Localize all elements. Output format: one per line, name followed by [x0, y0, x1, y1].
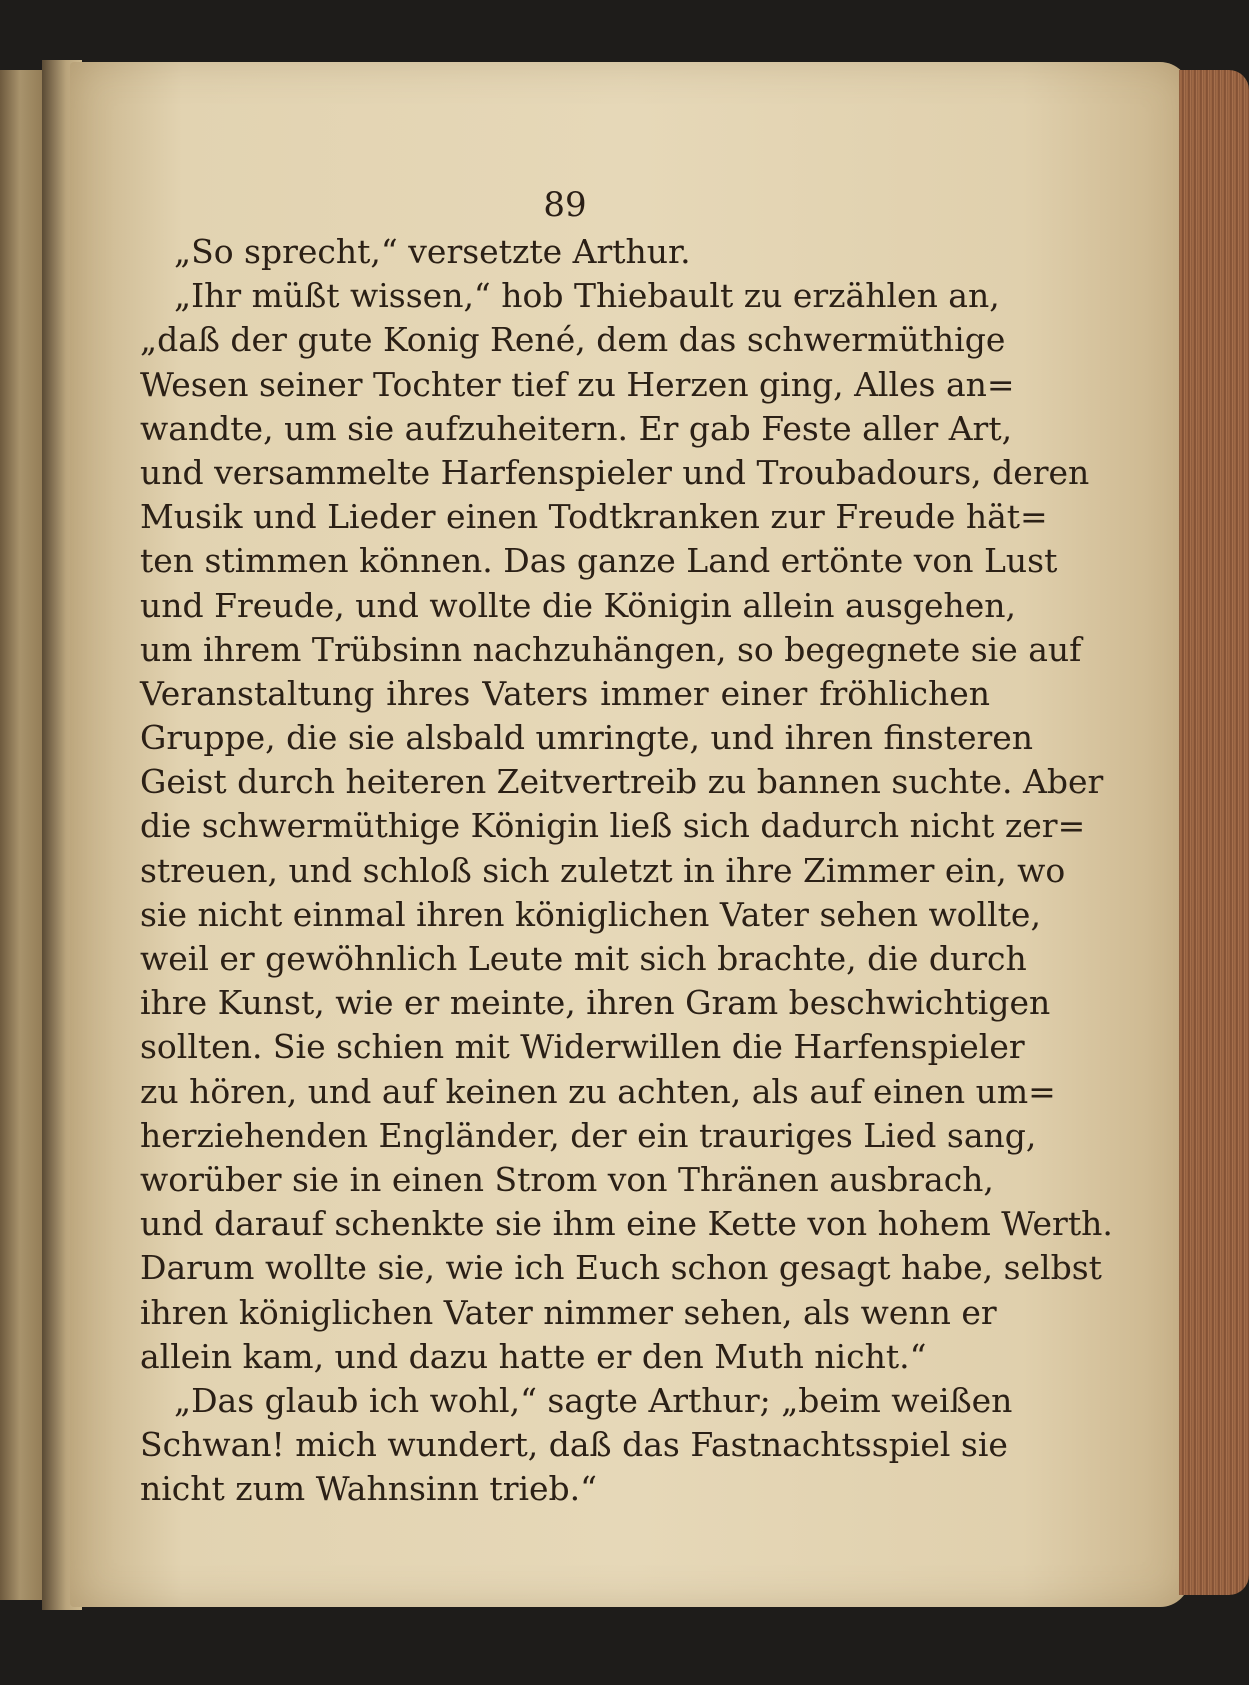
- text-line: „Ihr müßt wissen,“ hob Thiebault zu erzählen an,: [174, 276, 1000, 316]
- text-line: und versammelte Harfenspieler und Troubadours, deren: [140, 452, 1090, 492]
- text-line: Darum wollte sie, wie ich Euch schon gesagt habe, selbst: [140, 1248, 1102, 1288]
- text-line: Gruppe, die sie alsbald umringte, und ihren finsteren: [140, 718, 1034, 758]
- text-line: sollten. Sie schien mit Widerwillen die Harfenspieler: [140, 1027, 1025, 1067]
- text-line: wandte, um sie aufzuheitern. Er gab Feste aller Art,: [140, 408, 1013, 448]
- text-line: und Freude, und wollte die Königin allein ausgehen,: [140, 585, 1017, 625]
- text-line: Veranstaltung ihres Vaters immer einer fröhlichen: [140, 673, 990, 713]
- page-edges-stack: [1179, 70, 1249, 1595]
- text-line: sie nicht einmal ihren königlichen Vater sehen wollte,: [140, 894, 1041, 934]
- text-line: allein kam, und dazu hatte er den Muth nicht.“: [140, 1336, 927, 1376]
- text-line: Schwan! mich wundert, daß das Fastnachtsspiel sie: [140, 1425, 1008, 1465]
- text-line: um ihrem Trübsinn nachzuhängen, so begegnete sie auf: [140, 629, 1082, 669]
- text-line: ihre Kunst, wie er meinte, ihren Gram beschwichtigen: [140, 983, 1051, 1023]
- text-line: worüber sie in einen Strom von Thränen ausbrach,: [140, 1159, 994, 1199]
- text-line: Geist durch heiteren Zeitvertreib zu bannen suchte. Aber: [140, 762, 1104, 802]
- page-body-text: [140, 230, 1113, 1511]
- text-line: ihren königlichen Vater nimmer sehen, als wenn er: [140, 1292, 997, 1332]
- text-line: zu hören, und auf keinen zu achten, als auf einen um=: [140, 1071, 1056, 1111]
- text-line: „daß der gute Konig René, dem das schwermüthige: [140, 320, 1006, 360]
- text-line: die schwermüthige Königin ließ sich dadurch nicht zer=: [140, 806, 1086, 846]
- text-line: „So sprecht,“ versetzte Arthur.: [174, 232, 691, 271]
- text-line: ten stimmen können. Das ganze Land ertönte von Lust: [140, 541, 1058, 581]
- page-number: 89: [543, 185, 587, 225]
- text-line: herziehenden Engländer, der ein trauriges Lied sang,: [140, 1115, 1037, 1155]
- text-line: nicht zum Wahnsinn trieb.“: [140, 1469, 598, 1509]
- text-line: streuen, und schloß sich zuletzt in ihre Zimmer ein, wo: [140, 850, 1066, 890]
- text-line: und darauf schenkte sie ihm eine Kette von hohem Werth.: [140, 1204, 1113, 1244]
- text-line: Wesen seiner Tochter tief zu Herzen ging, Alles an=: [140, 364, 1015, 404]
- text-line: Musik und Lieder einen Todtkranken zur Freude hät=: [140, 497, 1048, 537]
- text-line: weil er gewöhnlich Leute mit sich brachte, die durch: [140, 939, 1027, 978]
- text-line: „Das glaub ich wohl,“ sagte Arthur; „beim weißen: [174, 1380, 1013, 1420]
